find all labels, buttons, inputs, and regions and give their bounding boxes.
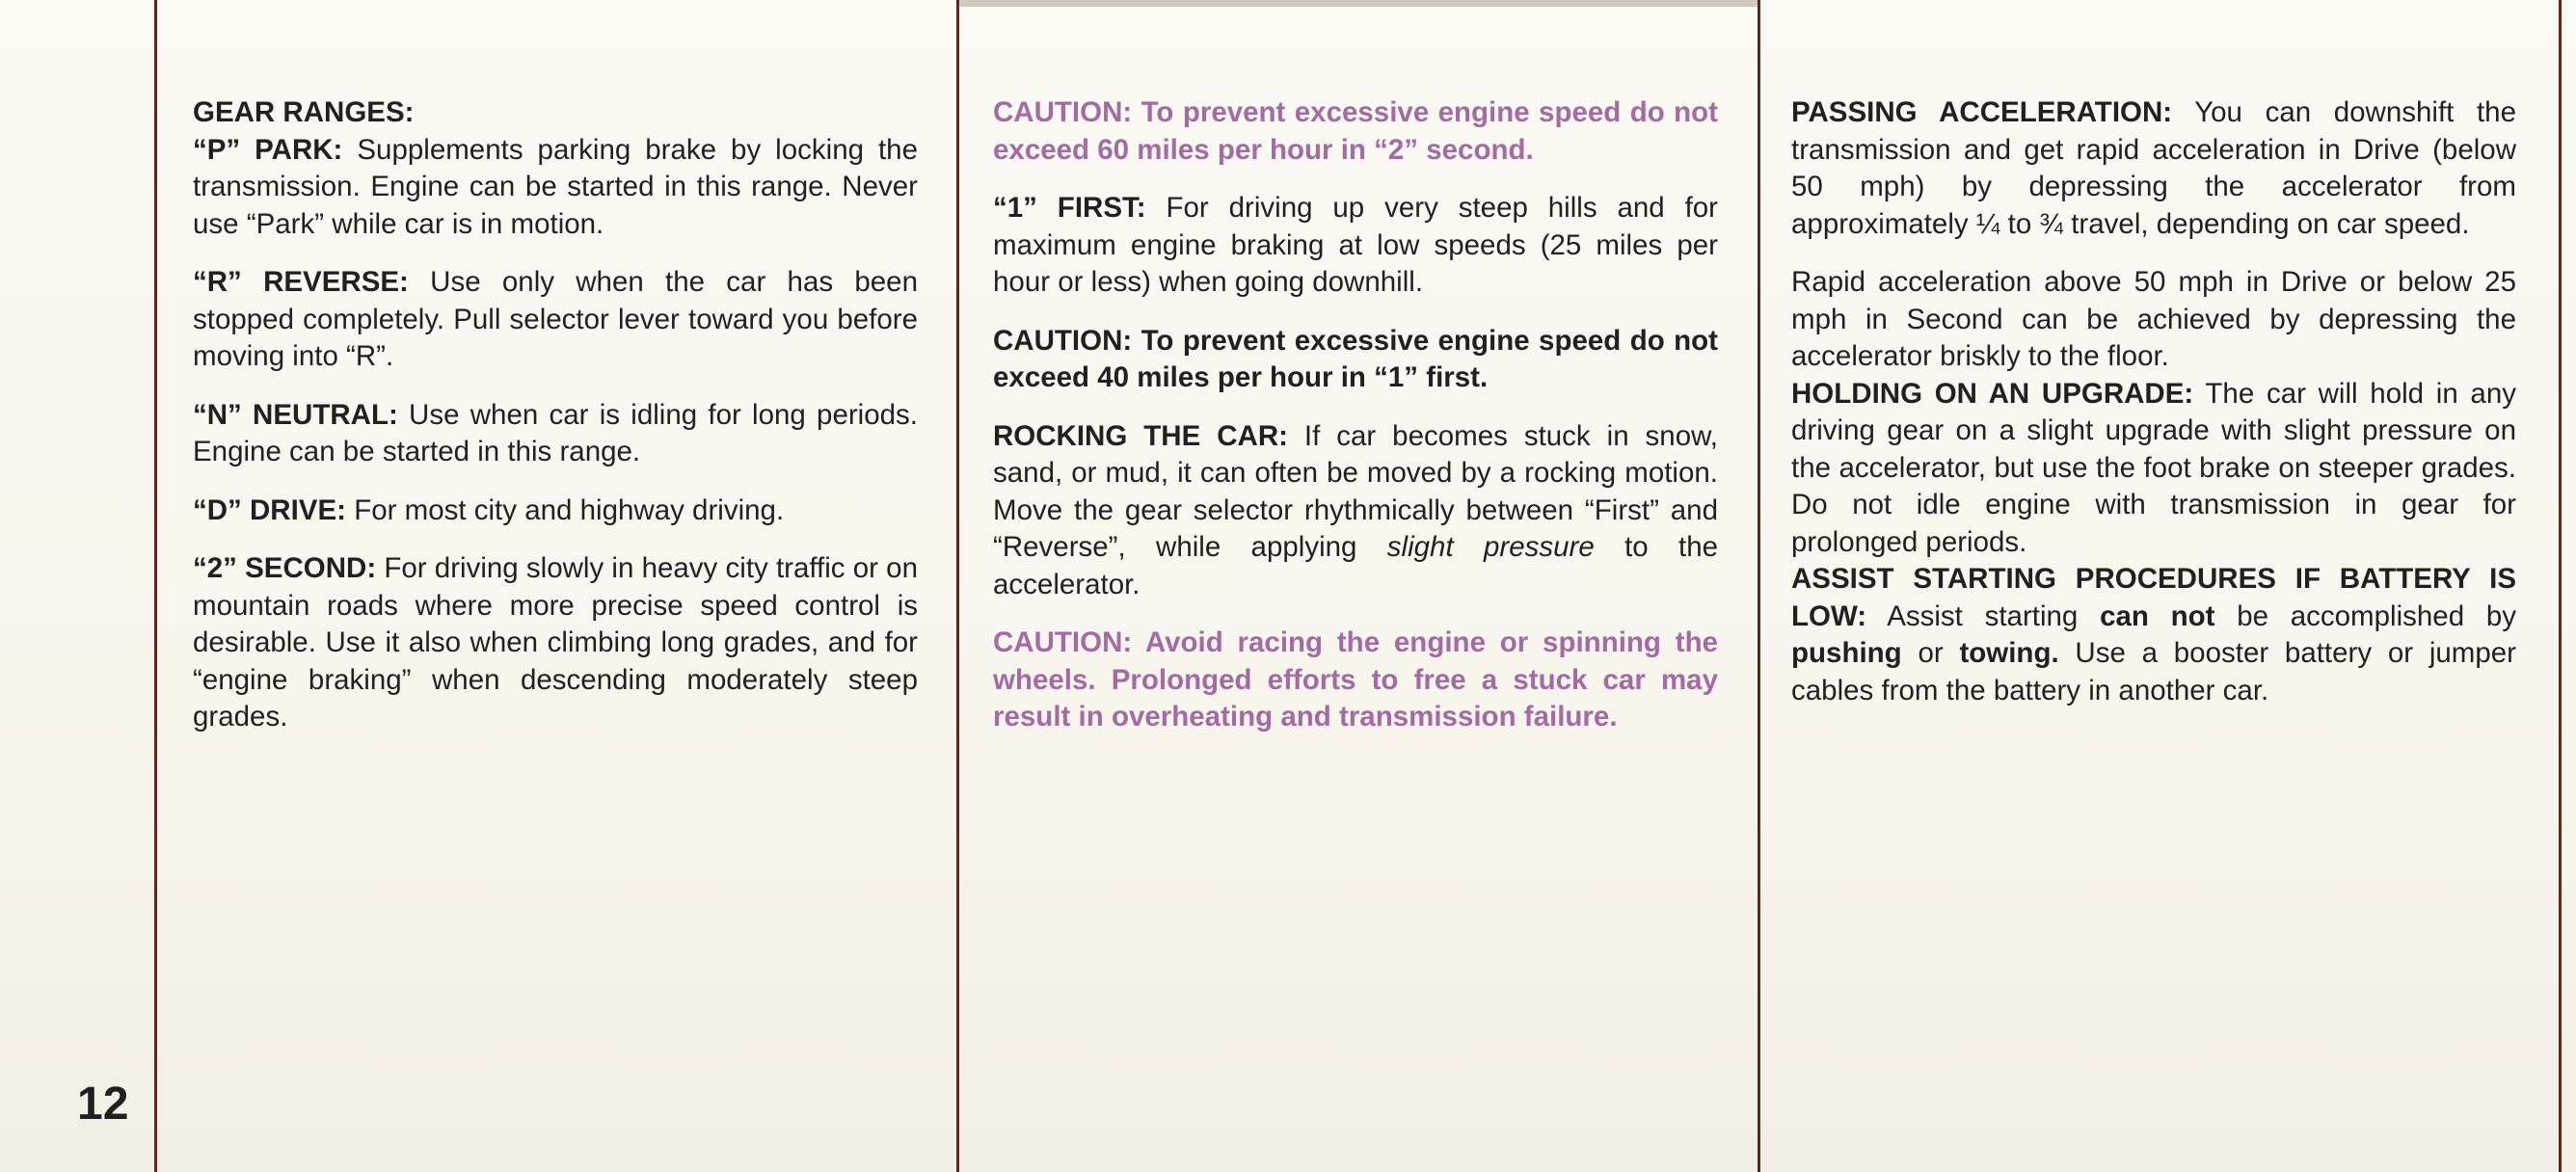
drive-text: For most city and highway driving. — [354, 493, 785, 526]
park-paragraph — [193, 132, 918, 244]
second-text: For driving slowly in heavy city traffic or on mountain roads where more precise speed control is desirable. Use it also when climbing long grades, and for “engine braking” when descending moderately steep grades. — [193, 552, 918, 732]
assist-bold-towing: towing. — [1959, 637, 2059, 669]
rocking-emphasis: slight pressure — [1386, 531, 1595, 563]
caution-second-gear: CAUTION: To prevent excessive engine speed do not exceed 60 miles per hour in “2” second. — [993, 96, 1718, 166]
park-text: Supplements parking brake by locking the transmission. Engine can be started in this range. Never use “Park” while car is in motion. — [193, 133, 918, 240]
reverse-label: “R” REVERSE: — [193, 266, 409, 298]
passing-label: PASSING ACCELERATION: — [1791, 96, 2173, 128]
holding-label: HOLDING ON AN UPGRADE: — [1791, 377, 2194, 410]
park-label: “P” PARK: — [193, 133, 343, 166]
caution-first-paragraph — [993, 323, 1718, 397]
gear-ranges-heading: GEAR RANGES: — [193, 96, 415, 128]
section-heading — [193, 94, 918, 132]
first-paragraph — [993, 190, 1718, 302]
drive-label: “D” DRIVE: — [193, 493, 346, 526]
column-acceleration — [1791, 94, 2516, 731]
caution-first-gear: CAUTION: To prevent excessive engine speed do not exceed 40 miles per hour in “1” first. — [993, 324, 1718, 393]
drive-paragraph — [193, 493, 918, 530]
first-label: “1” FIRST: — [993, 192, 1146, 224]
assist-label: ASSIST STARTING PROCEDURES IF BATTERY IS LOW: — [1791, 563, 2516, 632]
caution-second-paragraph — [993, 94, 1718, 169]
caution-racing-paragraph — [993, 625, 1718, 736]
rocking-text-b: to the accelerator. — [993, 531, 1719, 600]
holding-paragraph — [1791, 376, 2516, 562]
column-divider-right — [2559, 0, 2562, 1172]
reverse-paragraph — [193, 264, 918, 376]
column-divider-left — [154, 0, 157, 1172]
second-paragraph — [193, 550, 918, 736]
assist-text-c: or — [1918, 637, 1944, 669]
neutral-text: Use when car is idling for long periods. Engine can be started in this range. — [193, 398, 918, 467]
rapid-text: Rapid acceleration above 50 mph in Drive or below 25 mph in Second can be achieved by depressing the accelerator briskly to the floor. — [1791, 266, 2516, 372]
first-text: For driving up very steep hills and for maximum engine braking at low speeds (25 miles per hour or less) when going downhill. — [993, 192, 1719, 298]
rocking-label: ROCKING THE CAR: — [993, 419, 1288, 452]
column-divider-middle-right — [1758, 0, 1760, 1172]
assist-bold-can-not: can not — [2100, 599, 2215, 632]
assist-text-d: Use a booster battery or jumper cables from the battery in another car. — [1791, 637, 2516, 706]
neutral-label: “N” NEUTRAL: — [193, 398, 398, 431]
rapid-paragraph — [1791, 264, 2516, 376]
column-caution-first — [993, 94, 1718, 758]
assist-text-b: be accomplished by — [2237, 599, 2516, 632]
passing-paragraph — [1791, 94, 2516, 243]
column-gear-ranges — [193, 94, 918, 758]
assist-paragraph — [1791, 561, 2516, 709]
rocking-text-a: If car becomes stuck in snow, sand, or mud, it can often be moved by a rocking motion. Move the gear selector rhythmically between “First” and “Reverse”, while applying — [993, 419, 1718, 563]
caution-racing: CAUTION: Avoid racing the engine or spinning the wheels. Prolonged efforts to free a stuck car may result in overheating and transmission failure. — [993, 626, 1718, 732]
second-label: “2” SECOND: — [193, 552, 377, 584]
holding-text: The car will hold in any driving gear on a slight upgrade with slight pressure on the accelerator, but use the foot brake on steeper grades. Do not idle engine with transmission in gear for prolonged periods. — [1791, 377, 2516, 558]
rocking-paragraph — [993, 418, 1718, 604]
page-top-edge — [959, 0, 1758, 7]
neutral-paragraph — [193, 397, 918, 471]
column-divider-middle-left — [956, 0, 959, 1172]
passing-text: You can downshift the transmission and get rapid acceleration in Drive (below 50 mph) by depressing the accelerator from approximately ¼ to ¾ travel, depending on car speed. — [1791, 96, 2516, 240]
page-number: 12 — [77, 1079, 129, 1130]
reverse-text: Use only when the car has been stopped completely. Pull selector lever toward you before moving into “R”. — [193, 266, 918, 372]
assist-bold-pushing: pushing — [1791, 637, 1902, 669]
assist-text-a: Assist starting — [1887, 599, 2079, 632]
